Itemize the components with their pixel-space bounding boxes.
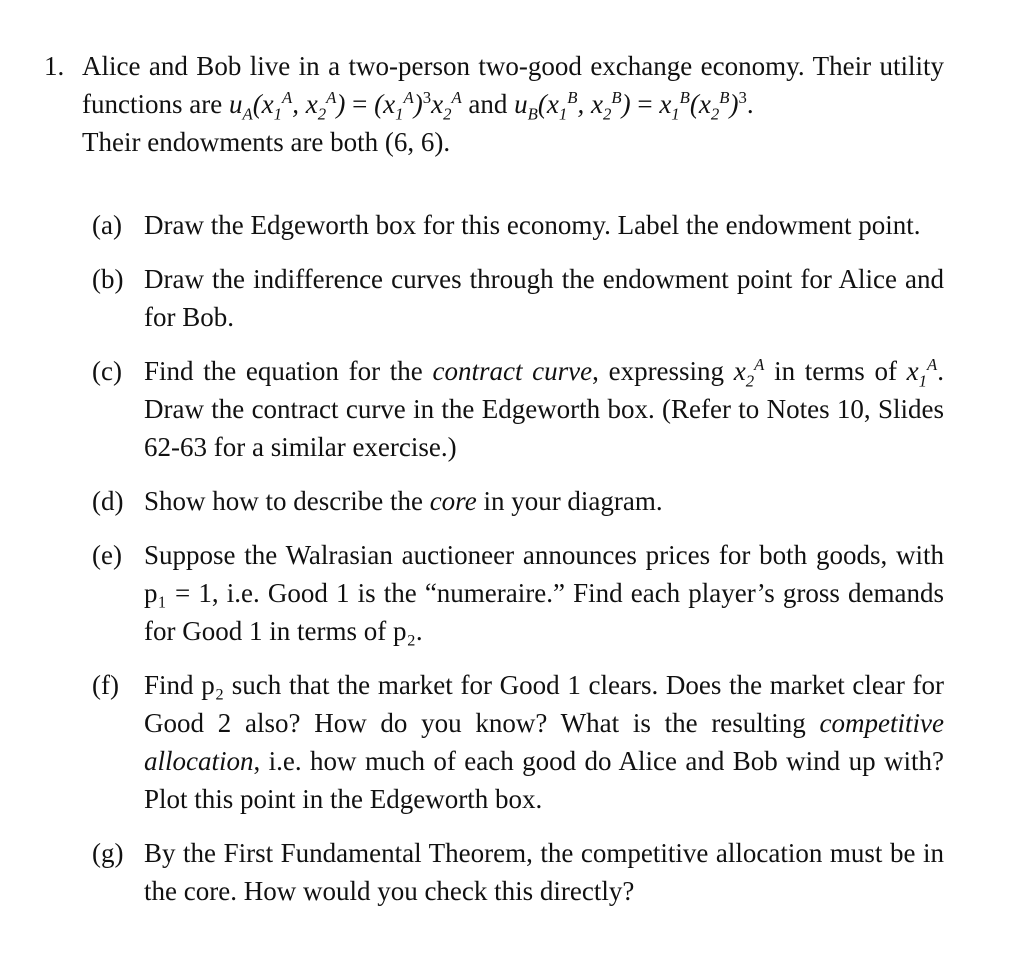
math-x2a: $x_2^A$ [733, 355, 765, 391]
part-label: (a) [92, 210, 122, 240]
problem-statement [44, 47, 944, 161]
question-number: 1. [44, 51, 65, 81]
part-text [144, 482, 944, 520]
part-text-segment: Show how to describe the [144, 486, 430, 516]
part-text: Draw the Edgeworth box for this economy. Label the endowment point. [144, 210, 921, 240]
math-x1a: $x_1^A$ [906, 355, 938, 391]
question-intro: Alice and Bob live in a two-person two-good exchange economy. Their utility functions are $u_A(x_1^A$, $x_2^A) = (x_1^A)^3x_2^A$ and $u_B(x_1^B$, $x_2^B) = x_1^B(x_2^B)^3$. Their endowments are both (6, 6). [82, 51, 944, 157]
part-label: (c) [92, 356, 122, 386]
part-text-segment: , i.e. how much of each good do Alice and Bob wind up with? Plot this point in the Edgeworth box. [144, 746, 944, 814]
part-label: (f) [92, 670, 119, 700]
part-text-segment: . Draw the contract curve in the Edgeworth box. (Refer to Notes 10, Slides 62-63 for a similar exercise.) [144, 356, 944, 462]
part-text-segment: Find p₂ such that the market for Good 1 clears. Does the market clear for Good 2 also? How do you know? What is the resulting [144, 670, 944, 738]
subquestion-a [92, 206, 944, 244]
part-text: Draw the indifference curves through the endowment point for Alice and for Bob. [144, 264, 944, 332]
part-label: (g) [92, 838, 124, 868]
part-label: (d) [92, 486, 124, 516]
part-text-segment: in terms of [764, 356, 907, 386]
and-text: and [461, 89, 515, 119]
question-header [44, 47, 944, 161]
subquestion-c [92, 352, 944, 466]
subquestion-g [92, 834, 944, 910]
part-text [144, 352, 944, 466]
subquestion-list [92, 206, 944, 926]
utility-bob: $u_B(x_1^B$, $x_2^B) = x_1^B(x_2^B)^3$ [514, 88, 747, 124]
emphasis-term: contract curve [432, 356, 593, 386]
subquestion-b [92, 260, 944, 336]
emphasis-term: competitive allocation [144, 708, 944, 776]
emphasis-term: core [429, 486, 477, 516]
part-text-segment: , expressing [592, 356, 734, 386]
part-label: (e) [92, 540, 122, 570]
intro-text: Alice and Bob live in a two-person two-good exchange economy. Their utility functions are [82, 51, 944, 119]
endowment-text: Their endowments are both (6, 6). [82, 127, 451, 157]
part-text: By the First Fundamental Theorem, the competitive allocation must be in the core. How would you check this directly? [144, 838, 944, 906]
utility-alice: $u_A(x_1^A$, $x_2^A) = (x_1^A)^3x_2^A$ [228, 88, 462, 124]
part-text-segment: Find the equation for the [144, 356, 433, 386]
subquestion-f [92, 666, 944, 818]
part-label: (b) [92, 264, 124, 294]
subquestion-d [92, 482, 944, 520]
part-text: Suppose the Walrasian auctioneer announces prices for both goods, with p₁ = 1, i.e. Good 1 is the “numeraire.” Find each player’s gross demands for Good 1 in terms of p₂. [144, 540, 944, 646]
part-text-segment: in your diagram. [476, 486, 663, 516]
subquestion-e [92, 536, 944, 650]
part-text [144, 666, 944, 818]
